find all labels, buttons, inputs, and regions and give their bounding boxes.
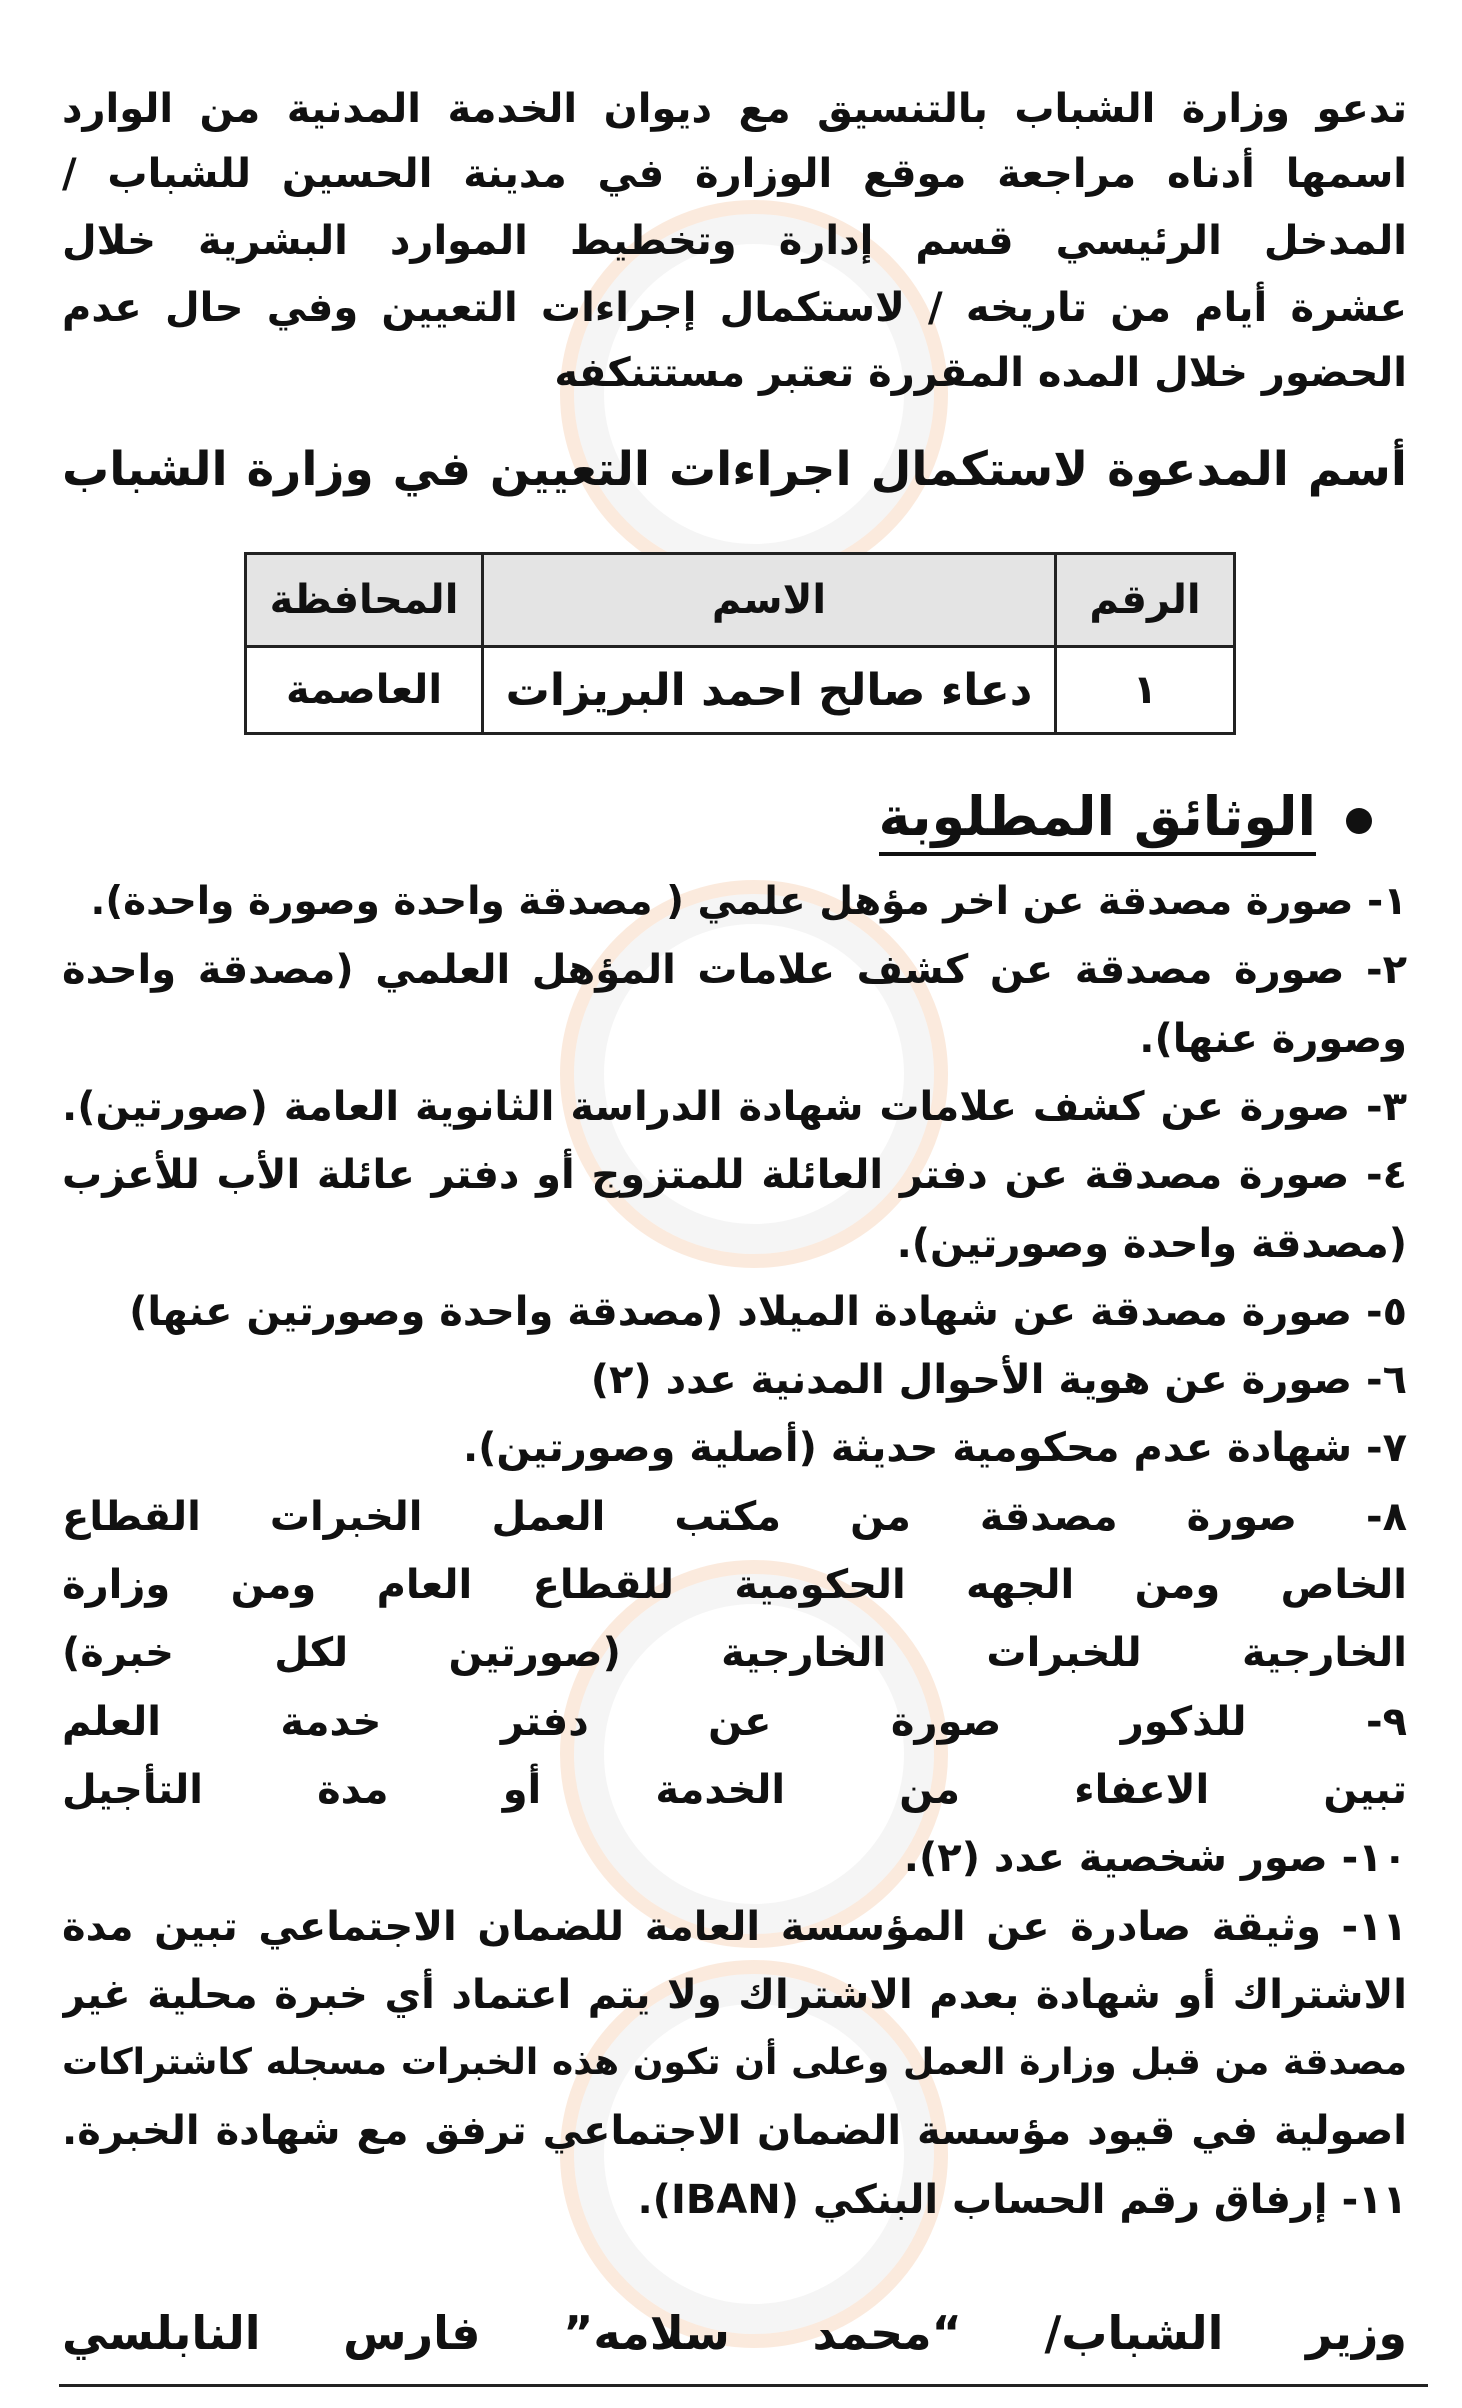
signature: وزير الشباب/ “محمد سلامه” فارس النابلسي xyxy=(62,2306,1407,2360)
intro-line: اسمها أدناه مراجعة موقع الوزارة في مدينة الحسين للشباب / xyxy=(62,151,1407,197)
header-number: الرقم xyxy=(1056,554,1235,647)
document-line: الاشتراك أو شهادة بعدم الاشتراك ولا يتم اعتماد أي خبرة محلية غير xyxy=(62,1971,1407,2018)
document-line: (مصدقة واحدة وصورتين). xyxy=(896,1220,1407,1267)
cell-number: ١ xyxy=(1056,647,1235,734)
document-line: ٣- صورة عن كشف علامات شهادة الدراسة الثانوية العامة (صورتين). xyxy=(62,1083,1407,1130)
document-line: ٧- شهادة عدم محكومية حديثة (أصلية وصورتين). xyxy=(462,1425,1407,1472)
document-line: ١١- وثيقة صادرة عن المؤسسة العامة للضمان الاجتماعي تبين مدة xyxy=(62,1903,1407,1950)
watermark-logo xyxy=(560,880,948,1268)
document-line: الخاص ومن الجهه الحكومية للقطاع العام ومن وزارة xyxy=(62,1562,1407,1608)
bullet-icon xyxy=(1346,808,1372,834)
header-governorate: المحافظة xyxy=(246,554,483,647)
document-line: ١٠- صور شخصية عدد (٢). xyxy=(903,1835,1407,1882)
table-header-row xyxy=(246,554,1235,647)
document-line: ٥- صورة مصدقة عن شهادة الميلاد (مصدقة واحدة وصورتين عنها) xyxy=(129,1288,1407,1335)
documents-heading xyxy=(879,785,1372,856)
header-name: الاسم xyxy=(483,554,1056,647)
document-line: اصولية في قيود مؤسسة الضمان الاجتماعي ترفق مع شهادة الخبرة. xyxy=(62,2108,1407,2155)
cell-name: دعاء صالح احمد البريزات xyxy=(483,647,1056,734)
documents-heading-text: الوثائق المطلوبة xyxy=(879,785,1316,856)
watermark-logo xyxy=(560,1560,948,1948)
invitee-table xyxy=(244,552,1236,735)
intro-line: عشرة أيام من تاريخه / لاستكمال إجراءات التعيين وفي حال عدم xyxy=(62,285,1407,331)
document-line: ١- صورة مصدقة عن اخر مؤهل علمي ( مصدقة واحدة وصورة واحدة). xyxy=(90,879,1407,924)
intro-line: تدعو وزارة الشباب بالتنسيق مع ديوان الخدمة المدنية من الوارد xyxy=(62,86,1407,132)
document-line: مصدقة من قبل وزارة العمل وعلى أن تكون هذه الخبرات مسجله كاشتراكات xyxy=(62,2042,1407,2084)
document-line: ٩- للذكور صورة عن دفتر خدمة العلم xyxy=(62,1698,1407,1745)
table-row xyxy=(246,647,1235,734)
bottom-rule xyxy=(59,2384,1428,2387)
document-line: وصورة عنها). xyxy=(1139,1015,1407,1062)
document-line: تبين الاعفاء من الخدمة أو مدة التأجيل xyxy=(62,1766,1407,1813)
intro-line: الحضور خلال المده المقررة تعتبر مستتنكفه xyxy=(554,350,1407,396)
document-line: ٨- صورة مصدقة من مكتب العمل الخبرات القطاع xyxy=(62,1493,1407,1540)
cell-governorate: العاصمة xyxy=(246,647,483,734)
document-line: الخارجية للخبرات الخارجية (صورتين لكل خبرة) xyxy=(62,1630,1407,1677)
document-line: ٤- صورة مصدقة عن دفتر العائلة للمتزوج أو دفتر عائلة الأب للأعزب xyxy=(62,1152,1407,1199)
document-line: ١١- إرفاق رقم الحساب البنكي (IBAN). xyxy=(637,2176,1407,2223)
table-title: أسم المدعوة لاستكمال اجراءات التعيين في وزارة الشباب xyxy=(62,442,1407,497)
document-line: ٦- صورة عن هوية الأحوال المدنية عدد (٢) xyxy=(590,1357,1407,1404)
document-line: ٢- صورة مصدقة عن كشف علامات المؤهل العلمي (مصدقة واحدة xyxy=(62,947,1407,994)
intro-line: المدخل الرئيسي قسم إدارة وتخطيط الموارد البشرية خلال xyxy=(62,218,1407,264)
